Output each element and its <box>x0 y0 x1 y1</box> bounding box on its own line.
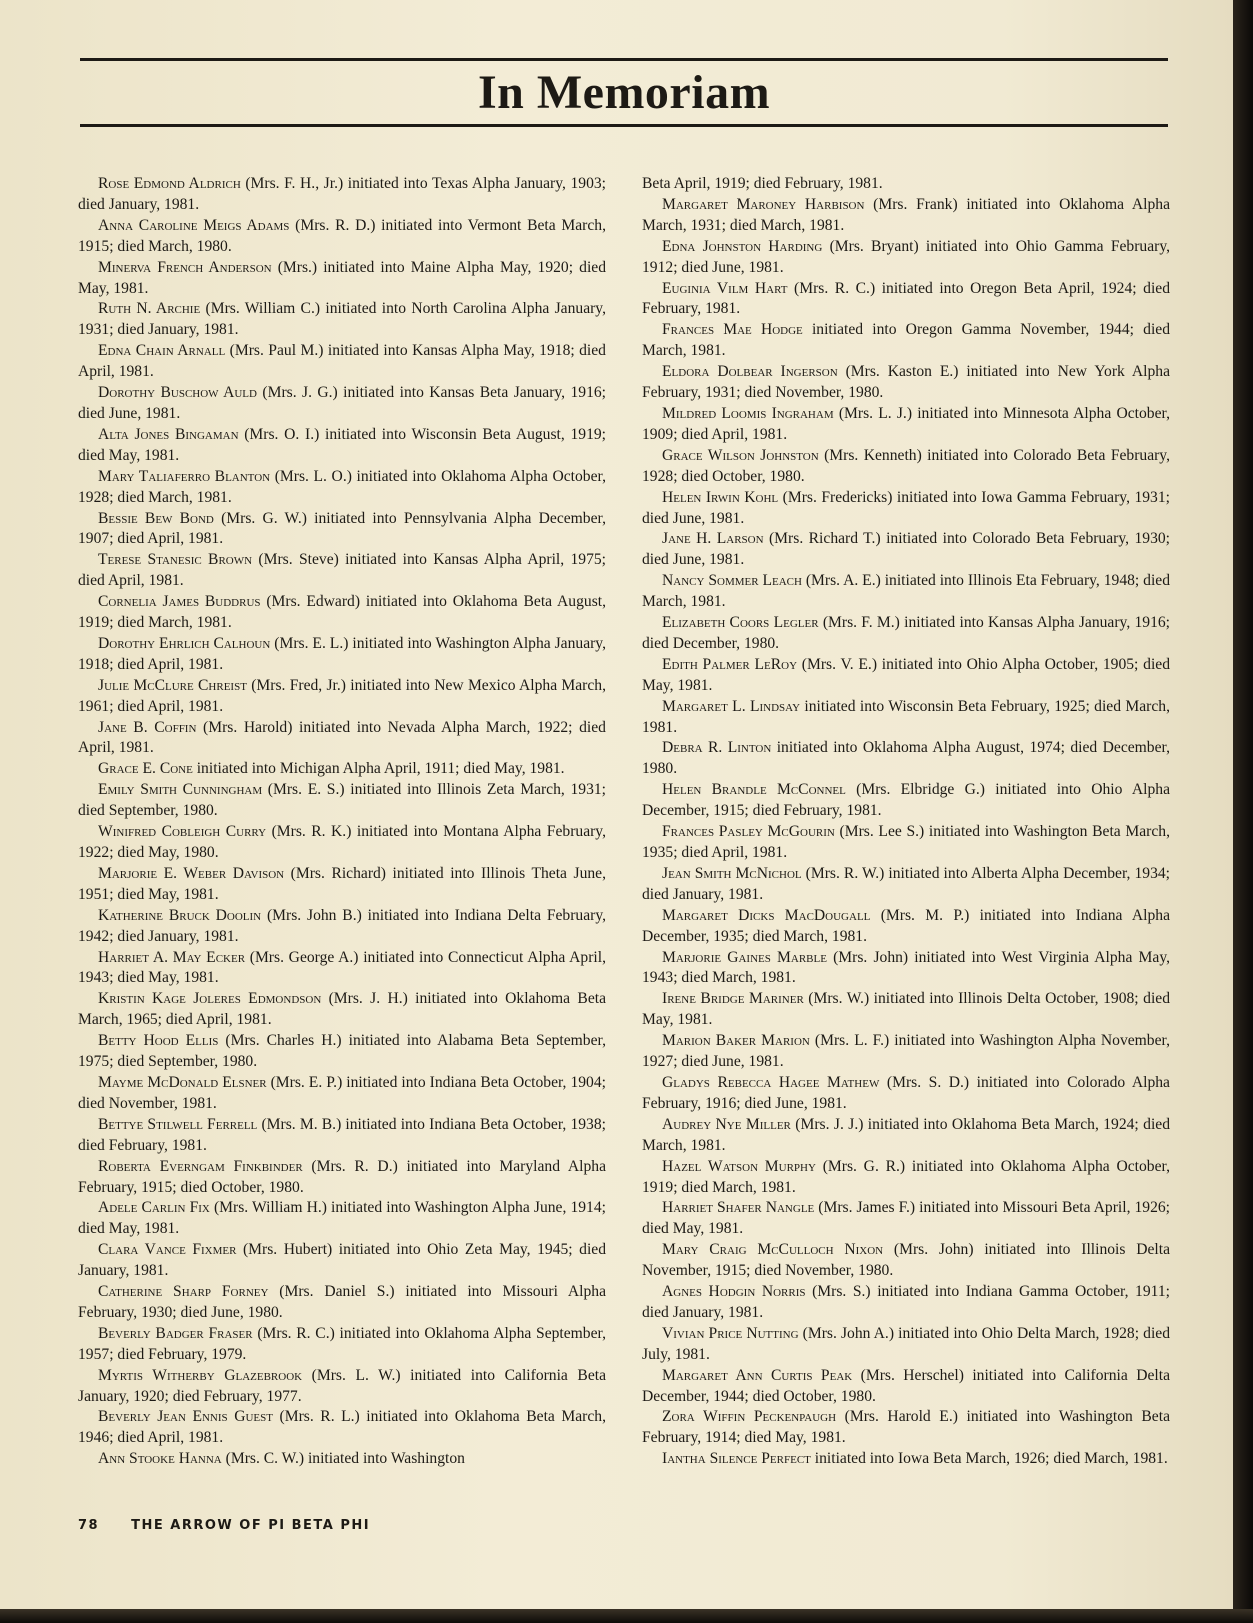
member-details: (Mrs. Hubert) initiated into Ohio Zeta May, 1945; died January, 1981. <box>78 1241 606 1280</box>
member-name: Beverly Jean Ennis Guest <box>98 1408 273 1426</box>
member-details: (Mrs. Kenneth) initiated into Colorado Beta February, 1928; died October, 1980. <box>642 446 1170 485</box>
member-details: (Mrs. John B.) initiated into Indiana Delta February, 1942; died January, 1981. <box>78 906 606 945</box>
member-details: (Mrs. J. H.) initiated into Oklahoma Beta March, 1965; died April, 1981. <box>78 990 607 1029</box>
memorial-entry <box>78 425 606 467</box>
memorial-entry <box>642 320 1170 362</box>
member-name: Winifred Cobleigh Curry <box>98 823 267 841</box>
member-name: Mayme McDonald Elsner <box>98 1073 267 1091</box>
member-name: Edith Palmer LeRoy <box>662 655 798 673</box>
member-details: (Mrs. R. C.) initiated into Oregon Beta April, 1924; died February, 1981. <box>642 279 1171 318</box>
memorial-entry <box>642 279 1170 321</box>
member-name: Iantha Silence Perfect <box>662 1450 811 1468</box>
memorial-entry <box>642 697 1170 739</box>
member-name: Minerva French Anderson <box>98 258 272 276</box>
memorial-entry <box>642 655 1170 697</box>
memorial-entry <box>642 738 1170 780</box>
right-column <box>642 174 1170 1470</box>
member-name: Margaret Dicks MacDougall <box>662 906 871 924</box>
member-name: Dorothy Ehrlich Calhoun <box>98 634 271 652</box>
member-details: (Mrs. L. F.) initiated into Washington Alpha November, 1927; died June, 1981. <box>642 1032 1170 1071</box>
member-name: Elizabeth Coors Legler <box>662 614 819 632</box>
member-name: Adele Carlin Fix <box>98 1199 210 1217</box>
memorial-entry <box>642 948 1170 990</box>
title-underline-rule <box>80 124 1168 127</box>
member-name: Clara Vance Fixmer <box>98 1241 237 1259</box>
member-details: (Mrs. E. L.) initiated into Washington Alpha January, 1918; died April, 1981. <box>78 634 606 673</box>
member-name: Bessie Bew Bond <box>98 509 214 527</box>
member-name: Margaret Maroney Harbison <box>662 195 865 213</box>
memorial-entry <box>642 906 1170 948</box>
member-details: (Mrs. Herschel) initiated into California Delta December, 1944; died October, 1980. <box>642 1366 1170 1405</box>
page-edge-shadow <box>1233 0 1253 1623</box>
memorial-entry <box>78 718 606 760</box>
member-details: (Mrs. C. W.) initiated into Washington <box>221 1450 465 1468</box>
memorial-entry <box>78 1115 606 1157</box>
member-name: Harriet Shafer Nangle <box>662 1199 815 1217</box>
memorial-entry <box>642 1449 1170 1470</box>
member-name: Alta Jones Bingaman <box>98 425 239 443</box>
memorial-entry <box>78 906 606 948</box>
member-name: Marjorie E. Weber Davison <box>98 864 285 882</box>
member-details: (Mrs. Charles H.) initiated into Alabama Beta September, 1975; died September, 1980. <box>78 1032 606 1071</box>
member-name: Julie McClure Chreist <box>98 676 247 694</box>
memorial-entry <box>642 529 1170 571</box>
page-footer <box>78 1518 370 1533</box>
member-details: (Mrs. Richard) initiated into Illinois Theta June, 1951; died May, 1981. <box>78 864 606 903</box>
memorial-entry <box>642 989 1170 1031</box>
memorial-entry <box>78 383 606 425</box>
member-name: Marjorie Gaines Marble <box>662 948 827 966</box>
member-name: Rose Edmond Aldrich <box>98 175 241 192</box>
memorial-entry <box>642 1282 1170 1324</box>
member-details: (Mrs. Lee S.) initiated into Washington Beta March, 1935; died April, 1981. <box>642 823 1170 861</box>
member-details: (Mrs. Harold E.) initiated into Washington Beta February, 1914; died May, 1981. <box>642 1408 1170 1447</box>
memorial-entry <box>642 1115 1170 1157</box>
memorial-entry <box>78 948 606 990</box>
member-name: Jane H. Larson <box>662 530 764 548</box>
member-details: (Mrs. V. E.) initiated into Ohio Alpha October, 1905; died May, 1981. <box>642 655 1170 694</box>
memorial-entry <box>78 258 606 300</box>
memorial-entry <box>642 1031 1170 1073</box>
memorial-entry <box>642 1240 1170 1282</box>
memorial-entry <box>642 195 1170 237</box>
memorial-entry <box>78 1198 606 1240</box>
continued-entry-text: Beta April, 1919; died February, 1981. <box>642 175 883 192</box>
member-name: Roberta Everngam Finkbinder <box>98 1157 303 1175</box>
member-details: (Mrs. L. J.) initiated into Minnesota Alpha October, 1909; died April, 1981. <box>642 404 1170 443</box>
member-name: Catherine Sharp Forney <box>98 1283 269 1301</box>
member-name: Euginia Vilm Hart <box>662 279 788 297</box>
member-details: (Mrs. Bryant) initiated into Ohio Gamma February, 1912; died June, 1981. <box>642 237 1170 276</box>
member-name: Anna Caroline Meigs Adams <box>98 216 290 234</box>
memorial-entry <box>642 1198 1170 1240</box>
memorial-entry <box>78 634 606 676</box>
member-name: Irene Bridge Mariner <box>662 990 804 1008</box>
memorial-entry <box>78 1324 606 1366</box>
member-name: Edna Chain Arnall <box>98 342 226 360</box>
memorial-entry <box>78 759 606 780</box>
member-details: (Mrs. W.) initiated into Illinois Delta October, 1908; died May, 1981. <box>642 990 1170 1029</box>
member-name: Edna Johnston Harding <box>662 237 823 255</box>
member-name: Cornelia James Buddrus <box>98 593 261 611</box>
member-name: Beverly Badger Fraser <box>98 1324 253 1342</box>
memorial-entry <box>78 780 606 822</box>
member-details: (Mrs. John) initiated into Illinois Delta November, 1915; died November, 1980. <box>642 1241 1171 1280</box>
member-details: (Mrs. George A.) initiated into Connecticut Alpha April, 1943; died May, 1981. <box>78 948 606 987</box>
member-name: Helen Irwin Kohl <box>662 488 779 506</box>
member-details: initiated into Michigan Alpha April, 1911; died May, 1981. <box>192 760 565 778</box>
memorial-entry <box>642 446 1170 488</box>
member-details: (Mrs. L. O.) initiated into Oklahoma Alpha October, 1928; died March, 1981. <box>78 467 606 506</box>
member-name: Hazel Watson Murphy <box>662 1157 816 1175</box>
memorial-entry <box>78 989 606 1031</box>
page-bottom-shadow <box>0 1609 1253 1623</box>
member-name: Debra R. Linton <box>662 739 772 757</box>
member-name: Kristin Kage Joleres Edmondson <box>98 990 322 1008</box>
memorial-entry <box>78 216 606 258</box>
memorial-entry <box>78 1407 606 1449</box>
member-name: Frances Pasley McGourin <box>662 823 835 841</box>
member-details: (Mrs. Edward) initiated into Oklahoma Beta August, 1919; died March, 1981. <box>78 593 606 632</box>
member-name: Grace E. Cone <box>98 760 193 778</box>
member-details: (Mrs. Paul M.) initiated into Kansas Alpha May, 1918; died April, 1981. <box>78 342 606 381</box>
memorial-entry <box>642 1073 1170 1115</box>
member-name: Audrey Nye Miller <box>662 1115 791 1133</box>
member-details: initiated into Oklahoma Alpha August, 1974; died December, 1980. <box>642 739 1170 778</box>
memorial-entry <box>642 780 1170 822</box>
memorial-entry <box>642 488 1170 530</box>
member-details: (Mrs. F. M.) initiated into Kansas Alpha January, 1916; died December, 1980. <box>642 614 1171 652</box>
memorial-entry <box>78 864 606 906</box>
memorial-entry <box>78 1449 606 1470</box>
memorial-entry <box>642 864 1170 906</box>
member-name: Vivian Price Nutting <box>662 1324 799 1342</box>
memorial-entry <box>78 1157 606 1199</box>
member-details: (Mrs. Steve) initiated into Kansas Alpha April, 1975; died April, 1981. <box>78 551 606 590</box>
memorial-entry <box>78 676 606 718</box>
member-name: Mary Taliaferro Blanton <box>98 467 271 485</box>
member-name: Margaret Ann Curtis Peak <box>662 1366 853 1384</box>
member-details: (Mrs. G. R.) initiated into Oklahoma Alpha October, 1919; died March, 1981. <box>642 1157 1170 1196</box>
memorial-entry <box>642 1157 1170 1199</box>
member-details: (Mrs. R. D.) initiated into Vermont Beta March, 1915; died March, 1980. <box>78 216 606 255</box>
member-name: Katherine Bruck Doolin <box>98 906 262 924</box>
member-name: Grace Wilson Johnston <box>662 446 819 464</box>
memorial-entry <box>78 550 606 592</box>
member-details: initiated into Iowa Beta March, 1926; died March, 1981. <box>810 1450 1168 1468</box>
member-details: (Mrs. Fred, Jr.) initiated into New Mexico Alpha March, 1961; died April, 1981. <box>78 676 606 715</box>
memorial-entry <box>642 1366 1170 1408</box>
member-details: (Mrs. William H.) initiated into Washington Alpha June, 1914; died May, 1981. <box>78 1199 606 1238</box>
member-name: Dorothy Buschow Auld <box>98 384 257 402</box>
member-details: (Mrs. E. P.) initiated into Indiana Beta October, 1904; died November, 1981. <box>78 1073 606 1112</box>
member-details: (Mrs. Frank) initiated into Oklahoma Alpha March, 1931; died March, 1981. <box>642 195 1170 234</box>
member-details: (Mrs. R. W.) initiated into Alberta Alpha December, 1934; died January, 1981. <box>642 864 1171 903</box>
member-details: (Mrs. O. I.) initiated into Wisconsin Beta August, 1919; died May, 1981. <box>78 425 606 464</box>
member-details: (Mrs. A. E.) initiated into Illinois Eta February, 1948; died March, 1981. <box>642 572 1171 611</box>
member-name: Agnes Hodgin Norris <box>662 1283 806 1301</box>
memorial-entry <box>78 592 606 634</box>
member-details: (Mrs. William C.) initiated into North Carolina Alpha January, 1931; died January, 1981. <box>78 300 606 339</box>
member-details: (Mrs. J. G.) initiated into Kansas Beta January, 1916; died June, 1981. <box>78 384 607 422</box>
member-details: (Mrs. M. P.) initiated into Indiana Alpha December, 1935; died March, 1981. <box>642 906 1170 945</box>
member-name: Gladys Rebecca Hagee Mathew <box>662 1073 880 1091</box>
member-name: Myrtis Witherby Glazebrook <box>98 1366 303 1384</box>
memorial-entry <box>642 404 1170 446</box>
member-name: Jean Smith McNichol <box>662 864 802 882</box>
memorial-entry <box>78 341 606 383</box>
member-details: (Mrs. R. D.) initiated into Maryland Alpha February, 1915; died October, 1980. <box>78 1157 607 1196</box>
member-name: Frances Mae Hodge <box>662 321 803 339</box>
member-details: (Mrs. Richard T.) initiated into Colorado Beta February, 1930; died June, 1981. <box>642 530 1170 569</box>
publication-title: THE ARROW OF PI BETA PHI <box>131 1518 371 1533</box>
member-details: (Mrs. L. W.) initiated into California Beta January, 1920; died February, 1977. <box>78 1366 607 1405</box>
member-name: Bettye Stilwell Ferrell <box>98 1115 258 1133</box>
member-details: (Mrs. R. L.) initiated into Oklahoma Beta March, 1946; died April, 1981. <box>78 1408 606 1447</box>
page-number: 78 <box>78 1518 100 1533</box>
memorial-entry <box>78 1073 606 1115</box>
member-details: (Mrs. J. J.) initiated into Oklahoma Beta March, 1924; died March, 1981. <box>642 1115 1170 1154</box>
member-name: Betty Hood Ellis <box>98 1032 219 1050</box>
member-name: Nancy Sommer Leach <box>662 572 802 590</box>
member-details: (Mrs. Daniel S.) initiated into Missouri Alpha February, 1930; died June, 1980. <box>78 1283 606 1321</box>
member-details: (Mrs. S.) initiated into Indiana Gamma October, 1911; died January, 1981. <box>642 1283 1170 1321</box>
page-title: In Memoriam <box>477 66 771 119</box>
member-details: (Mrs. R. C.) initiated into Oklahoma Alpha September, 1957; died February, 1979. <box>78 1324 606 1363</box>
memorial-entry <box>78 299 606 341</box>
top-rule <box>80 58 1168 61</box>
member-name: Ann Stooke Hanna <box>98 1450 222 1468</box>
memorial-entry <box>642 571 1170 613</box>
member-name: Emily Smith Cunningham <box>98 781 263 799</box>
member-name: Jane B. Coffin <box>98 718 197 736</box>
member-name: Mildred Loomis Ingraham <box>662 404 834 422</box>
member-details: (Mrs. John) initiated into West Virginia Alpha May, 1943; died March, 1981. <box>642 948 1170 987</box>
memorial-entry <box>78 174 606 216</box>
memorial-entry <box>78 467 606 509</box>
member-name: Marion Baker Marion <box>662 1032 810 1050</box>
memorial-entry <box>642 237 1170 279</box>
member-name: Eldora Dolbear Ingerson <box>662 363 838 381</box>
member-details: (Mrs. John A.) initiated into Ohio Delta March, 1928; died July, 1981. <box>642 1324 1170 1363</box>
memorial-entry <box>78 1366 606 1408</box>
member-details: (Mrs. S. D.) initiated into Colorado Alpha February, 1916; died June, 1981. <box>642 1073 1170 1112</box>
member-name: Margaret L. Lindsay <box>662 697 801 715</box>
member-name: Harriet A. May Ecker <box>98 948 246 966</box>
memorial-entry <box>78 822 606 864</box>
member-details: (Mrs. F. H., Jr.) initiated into Texas Alpha January, 1903; died January, 1981. <box>78 175 606 213</box>
member-details: (Mrs. Fredericks) initiated into Iowa Gamma February, 1931; died June, 1981. <box>642 488 1170 527</box>
member-details: (Mrs. James F.) initiated into Missouri Beta April, 1926; died May, 1981. <box>642 1199 1170 1238</box>
member-name: Helen Brandle McConnel <box>662 781 846 799</box>
member-name: Ruth N. Archie <box>98 300 201 318</box>
left-column <box>78 174 606 1470</box>
memorial-entry <box>642 613 1170 655</box>
member-details: (Mrs. E. S.) initiated into Illinois Zeta March, 1931; died September, 1980. <box>78 781 606 820</box>
memorial-entry <box>78 1240 606 1282</box>
member-details: (Mrs. G. W.) initiated into Pennsylvania Alpha December, 1907; died April, 1981. <box>78 509 606 548</box>
member-details: initiated into Wisconsin Beta February, 1925; died March, 1981. <box>642 697 1170 736</box>
member-details: (Mrs.) initiated into Maine Alpha May, 1920; died May, 1981. <box>78 258 606 297</box>
member-details: (Mrs. R. K.) initiated into Montana Alpha February, 1922; died May, 1980. <box>78 823 606 861</box>
memorial-entry <box>642 362 1170 404</box>
memorial-entry <box>78 1031 606 1073</box>
memorial-entry <box>78 1282 606 1324</box>
memorial-entry <box>642 1407 1170 1449</box>
member-details: (Mrs. M. B.) initiated into Indiana Beta October, 1938; died February, 1981. <box>78 1115 606 1154</box>
member-name: Terese Stanesic Brown <box>98 551 253 569</box>
member-details: (Mrs. Kaston E.) initiated into New York Alpha February, 1931; died November, 1980. <box>642 363 1171 402</box>
member-details: initiated into Oregon Gamma November, 1944; died March, 1981. <box>642 321 1170 360</box>
member-details: (Mrs. Harold) initiated into Nevada Alpha March, 1922; died April, 1981. <box>78 718 606 757</box>
memorial-entry <box>642 1324 1170 1366</box>
member-name: Zora Wiffin Peckenpaugh <box>662 1408 837 1426</box>
memorial-entry <box>642 822 1170 864</box>
memorial-entry <box>78 509 606 551</box>
member-name: Mary Craig McCulloch Nixon <box>662 1241 884 1259</box>
member-details: (Mrs. Elbridge G.) initiated into Ohio Alpha December, 1915; died February, 1981. <box>642 781 1170 820</box>
